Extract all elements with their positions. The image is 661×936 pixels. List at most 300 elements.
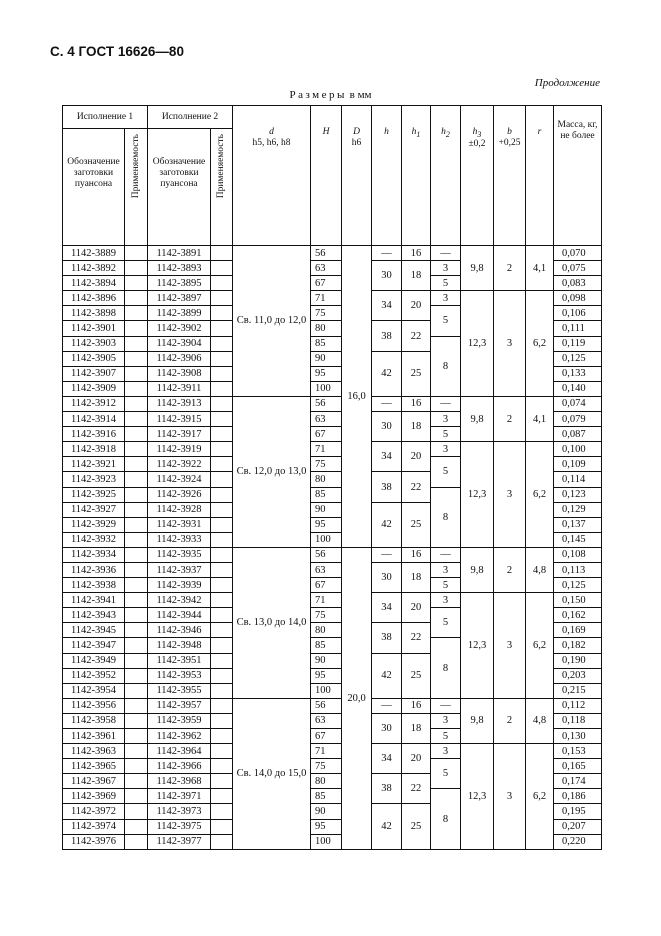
H-cell: 95	[311, 517, 342, 532]
H-cell: 80	[311, 321, 342, 336]
applicability-2-cell	[211, 246, 233, 261]
r-cell: 4,1	[526, 396, 554, 441]
mass-cell: 0,137	[554, 517, 602, 532]
mass-cell: 0,111	[554, 321, 602, 336]
mass-cell: 0,130	[554, 729, 602, 744]
applicability-2-cell	[211, 774, 233, 789]
h1-cell: 16	[402, 246, 431, 261]
applicability-1-cell	[125, 729, 148, 744]
r-cell: 4,1	[526, 246, 554, 291]
h1-cell: 25	[402, 502, 431, 547]
applicability-2-cell	[211, 789, 233, 804]
mass-cell: 0,119	[554, 336, 602, 351]
applicability-1-cell	[125, 653, 148, 668]
designation-2-cell: 1142-3944	[148, 608, 211, 623]
designation-2-cell: 1142-3957	[148, 698, 211, 713]
mass-cell: 0,100	[554, 442, 602, 457]
applicability-2-cell	[211, 668, 233, 683]
H-cell: 85	[311, 789, 342, 804]
designation-1-cell: 1142-3969	[63, 789, 125, 804]
designation-header-2: Обозначение заготовки пуансона	[148, 129, 211, 246]
applicability-2-cell	[211, 472, 233, 487]
h-cell: 34	[372, 744, 402, 774]
D-cell: 16,0	[342, 246, 372, 548]
applicability-1-cell	[125, 351, 148, 366]
applicability-2-cell	[211, 744, 233, 759]
mass-cell: 0,190	[554, 653, 602, 668]
designation-1-cell: 1142-3934	[63, 547, 125, 562]
H-cell: 63	[311, 261, 342, 276]
designation-2-cell: 1142-3975	[148, 819, 211, 834]
designation-1-cell: 1142-3892	[63, 261, 125, 276]
h-header: h	[372, 106, 402, 246]
r-cell: 6,2	[526, 593, 554, 699]
designation-1-cell: 1142-3952	[63, 668, 125, 683]
mass-cell: 0,207	[554, 819, 602, 834]
applicability-1-cell	[125, 683, 148, 698]
h1-cell: 20	[402, 593, 431, 623]
designation-2-cell: 1142-3933	[148, 532, 211, 547]
d-range-cell: Св. 12,0 до 13,0	[233, 396, 311, 547]
H-cell: 67	[311, 578, 342, 593]
H-cell: 80	[311, 472, 342, 487]
r-cell: 4,8	[526, 698, 554, 743]
H-cell: 56	[311, 396, 342, 411]
designation-1-cell: 1142-3956	[63, 698, 125, 713]
applicability-1-cell	[125, 608, 148, 623]
mass-cell: 0,215	[554, 683, 602, 698]
designation-1-cell: 1142-3914	[63, 412, 125, 427]
designation-1-cell: 1142-3925	[63, 487, 125, 502]
H-cell: 71	[311, 442, 342, 457]
h-cell: 30	[372, 412, 402, 442]
h2-cell: 5	[431, 457, 461, 487]
designation-2-cell: 1142-3971	[148, 789, 211, 804]
designation-1-cell: 1142-3961	[63, 729, 125, 744]
designation-2-cell: 1142-3966	[148, 759, 211, 774]
H-cell: 75	[311, 608, 342, 623]
designation-2-cell: 1142-3959	[148, 713, 211, 728]
d-range-cell: Св. 13,0 до 14,0	[233, 547, 311, 698]
mass-cell: 0,133	[554, 366, 602, 381]
h1-cell: 18	[402, 261, 431, 291]
applicability-1-cell	[125, 774, 148, 789]
designation-1-cell: 1142-3909	[63, 381, 125, 396]
designation-1-cell: 1142-3898	[63, 306, 125, 321]
designation-2-cell: 1142-3926	[148, 487, 211, 502]
h1-cell: 22	[402, 774, 431, 804]
designation-1-cell: 1142-3976	[63, 834, 125, 849]
designation-1-cell: 1142-3916	[63, 427, 125, 442]
applicability-1-cell	[125, 381, 148, 396]
mass-cell: 0,109	[554, 457, 602, 472]
table-row	[63, 593, 602, 608]
designation-2-cell: 1142-3904	[148, 336, 211, 351]
designation-2-cell: 1142-3955	[148, 683, 211, 698]
applicability-1-cell	[125, 502, 148, 517]
h1-cell: 22	[402, 623, 431, 653]
h3-cell: 12,3	[461, 442, 494, 548]
H-cell: 75	[311, 306, 342, 321]
mass-header: Масса, кг, не более	[554, 106, 602, 246]
designation-1-cell: 1142-3927	[63, 502, 125, 517]
H-cell: 80	[311, 623, 342, 638]
designation-2-cell: 1142-3895	[148, 276, 211, 291]
h1-header: $h_1$	[402, 106, 431, 246]
designation-2-cell: 1142-3962	[148, 729, 211, 744]
page-header: С. 4 ГОСТ 16626—80	[50, 44, 184, 59]
h1-cell: 16	[402, 396, 431, 411]
mass-cell: 0,220	[554, 834, 602, 849]
h-cell: 38	[372, 774, 402, 804]
h-cell: 42	[372, 804, 402, 849]
designation-1-cell: 1142-3923	[63, 472, 125, 487]
applicability-1-cell	[125, 593, 148, 608]
mass-cell: 0,150	[554, 593, 602, 608]
table-row	[63, 547, 602, 562]
H-cell: 67	[311, 427, 342, 442]
h-cell: 34	[372, 291, 402, 321]
h2-cell: 8	[431, 638, 461, 698]
applicability-2-cell	[211, 562, 233, 577]
r-cell: 4,8	[526, 547, 554, 592]
h-cell: 34	[372, 442, 402, 472]
H-cell: 95	[311, 366, 342, 381]
H-cell: 90	[311, 653, 342, 668]
h3-cell: 9,8	[461, 396, 494, 441]
designation-1-cell: 1142-3921	[63, 457, 125, 472]
b-cell: 2	[494, 547, 526, 592]
h3-cell: 12,3	[461, 291, 494, 397]
h2-cell: 3	[431, 261, 461, 276]
applicability-1-cell	[125, 427, 148, 442]
H-cell: 85	[311, 487, 342, 502]
b-cell: 3	[494, 291, 526, 397]
designation-2-cell: 1142-3906	[148, 351, 211, 366]
h-cell: 42	[372, 653, 402, 698]
h2-cell: 5	[431, 578, 461, 593]
applicability-2-cell	[211, 759, 233, 774]
applicability-header-1: Применяемость	[125, 129, 148, 246]
mass-cell: 0,112	[554, 698, 602, 713]
designation-2-cell: 1142-3942	[148, 593, 211, 608]
designation-2-cell: 1142-3948	[148, 638, 211, 653]
h3-cell: 12,3	[461, 744, 494, 850]
mass-cell: 0,186	[554, 789, 602, 804]
h2-cell: 8	[431, 487, 461, 547]
table-row	[63, 442, 602, 457]
h2-cell: 5	[431, 306, 461, 336]
applicability-2-cell	[211, 729, 233, 744]
H-cell: 71	[311, 744, 342, 759]
h2-cell: 3	[431, 412, 461, 427]
units-prefix: Размеры	[289, 89, 347, 101]
applicability-1-cell	[125, 744, 148, 759]
b-cell: 3	[494, 593, 526, 699]
designation-1-cell: 1142-3954	[63, 683, 125, 698]
H-cell: 90	[311, 351, 342, 366]
applicability-2-cell	[211, 517, 233, 532]
designation-1-cell: 1142-3936	[63, 562, 125, 577]
mass-cell: 0,123	[554, 487, 602, 502]
h2-cell: 5	[431, 276, 461, 291]
applicability-2-cell	[211, 547, 233, 562]
H-cell: 75	[311, 457, 342, 472]
applicability-1-cell	[125, 578, 148, 593]
applicability-2-cell	[211, 396, 233, 411]
mass-cell: 0,083	[554, 276, 602, 291]
applicability-2-cell	[211, 321, 233, 336]
designation-1-cell: 1142-3967	[63, 774, 125, 789]
applicability-2-cell	[211, 351, 233, 366]
applicability-1-cell	[125, 457, 148, 472]
designation-2-cell: 1142-3908	[148, 366, 211, 381]
h3-cell: 9,8	[461, 246, 494, 291]
h3-header: $h_3$ ±0,2	[461, 106, 494, 246]
h2-cell: 5	[431, 608, 461, 638]
D-cell: 20,0	[342, 547, 372, 849]
table-row	[63, 246, 602, 261]
designation-1-cell: 1142-3889	[63, 246, 125, 261]
designation-header-1: Обозначение заготовки пуансона	[63, 129, 125, 246]
designation-1-cell: 1142-3938	[63, 578, 125, 593]
designation-2-cell: 1142-3919	[148, 442, 211, 457]
mass-cell: 0,203	[554, 668, 602, 683]
h-cell: 30	[372, 713, 402, 743]
table-row	[63, 396, 602, 411]
H-cell: 95	[311, 819, 342, 834]
h1-cell: 25	[402, 653, 431, 698]
applicability-1-cell	[125, 547, 148, 562]
table-row	[63, 698, 602, 713]
mass-cell: 0,140	[554, 381, 602, 396]
applicability-2-cell	[211, 306, 233, 321]
h2-cell: —	[431, 246, 461, 261]
designation-2-cell: 1142-3931	[148, 517, 211, 532]
b-cell: 3	[494, 442, 526, 548]
designation-1-cell: 1142-3907	[63, 366, 125, 381]
continuation-label: Продолжение	[534, 77, 600, 89]
mass-cell: 0,079	[554, 412, 602, 427]
h3-cell: 9,8	[461, 547, 494, 592]
h2-cell: 3	[431, 442, 461, 457]
D-header: D h6	[342, 106, 372, 246]
designation-1-cell: 1142-3929	[63, 517, 125, 532]
applicability-2-cell	[211, 487, 233, 502]
designation-1-cell: 1142-3901	[63, 321, 125, 336]
applicability-1-cell	[125, 261, 148, 276]
applicability-header-2: Применяемость	[211, 129, 233, 246]
h2-cell: 3	[431, 291, 461, 306]
applicability-2-cell	[211, 804, 233, 819]
designation-2-cell: 1142-3913	[148, 396, 211, 411]
applicability-2-cell	[211, 683, 233, 698]
designation-1-cell: 1142-3949	[63, 653, 125, 668]
designation-2-cell: 1142-3939	[148, 578, 211, 593]
designation-1-cell: 1142-3958	[63, 713, 125, 728]
applicability-1-cell	[125, 246, 148, 261]
applicability-1-cell	[125, 804, 148, 819]
H-header: H	[311, 106, 342, 246]
mass-cell: 0,125	[554, 578, 602, 593]
designation-1-cell: 1142-3943	[63, 608, 125, 623]
h-cell: 42	[372, 351, 402, 396]
designation-1-cell: 1142-3903	[63, 336, 125, 351]
H-cell: 100	[311, 532, 342, 547]
h2-cell: —	[431, 547, 461, 562]
designation-2-cell: 1142-3935	[148, 547, 211, 562]
h-cell: —	[372, 698, 402, 713]
designation-1-cell: 1142-3972	[63, 804, 125, 819]
h-cell: 30	[372, 562, 402, 592]
h2-header: $h_2$	[431, 106, 461, 246]
applicability-1-cell	[125, 713, 148, 728]
b-cell: 3	[494, 744, 526, 850]
designation-2-cell: 1142-3951	[148, 653, 211, 668]
designation-1-cell: 1142-3932	[63, 532, 125, 547]
applicability-2-cell	[211, 698, 233, 713]
H-cell: 63	[311, 713, 342, 728]
designation-2-cell: 1142-3902	[148, 321, 211, 336]
applicability-2-cell	[211, 366, 233, 381]
applicability-1-cell	[125, 668, 148, 683]
execution2-header: Исполнение 2	[148, 106, 233, 129]
H-cell: 75	[311, 759, 342, 774]
h1-cell: 25	[402, 351, 431, 396]
h-cell: 38	[372, 623, 402, 653]
applicability-1-cell	[125, 698, 148, 713]
designation-1-cell: 1142-3896	[63, 291, 125, 306]
mass-cell: 0,070	[554, 246, 602, 261]
h1-cell: 25	[402, 804, 431, 849]
mass-cell: 0,174	[554, 774, 602, 789]
h3-cell: 9,8	[461, 698, 494, 743]
h1-cell: 16	[402, 547, 431, 562]
applicability-2-cell	[211, 381, 233, 396]
designation-1-cell: 1142-3963	[63, 744, 125, 759]
applicability-1-cell	[125, 759, 148, 774]
mass-cell: 0,182	[554, 638, 602, 653]
h1-cell: 16	[402, 698, 431, 713]
applicability-2-cell	[211, 653, 233, 668]
designation-2-cell: 1142-3899	[148, 306, 211, 321]
designation-1-cell: 1142-3905	[63, 351, 125, 366]
units-caption	[0, 89, 661, 101]
applicability-1-cell	[125, 819, 148, 834]
h2-cell: 8	[431, 336, 461, 396]
H-cell: 100	[311, 683, 342, 698]
H-cell: 63	[311, 562, 342, 577]
designation-2-cell: 1142-3911	[148, 381, 211, 396]
mass-cell: 0,195	[554, 804, 602, 819]
applicability-2-cell	[211, 457, 233, 472]
mass-cell: 0,165	[554, 759, 602, 774]
mass-cell: 0,106	[554, 306, 602, 321]
b-cell: 2	[494, 698, 526, 743]
d-header: d h5, h6, h8	[233, 106, 311, 246]
mass-cell: 0,108	[554, 547, 602, 562]
r-cell: 6,2	[526, 744, 554, 850]
mass-cell: 0,129	[554, 502, 602, 517]
applicability-1-cell	[125, 623, 148, 638]
r-header: r	[526, 106, 554, 246]
designation-2-cell: 1142-3946	[148, 623, 211, 638]
mass-cell: 0,145	[554, 532, 602, 547]
table-row	[63, 744, 602, 759]
applicability-1-cell	[125, 366, 148, 381]
applicability-2-cell	[211, 593, 233, 608]
applicability-1-cell	[125, 487, 148, 502]
applicability-2-cell	[211, 819, 233, 834]
applicability-2-cell	[211, 412, 233, 427]
H-cell: 85	[311, 638, 342, 653]
mass-cell: 0,087	[554, 427, 602, 442]
designation-2-cell: 1142-3922	[148, 457, 211, 472]
h2-cell: 3	[431, 593, 461, 608]
designation-1-cell: 1142-3965	[63, 759, 125, 774]
mass-cell: 0,114	[554, 472, 602, 487]
applicability-2-cell	[211, 532, 233, 547]
b-cell: 2	[494, 396, 526, 441]
applicability-2-cell	[211, 291, 233, 306]
H-cell: 100	[311, 381, 342, 396]
applicability-1-cell	[125, 834, 148, 849]
mass-cell: 0,162	[554, 608, 602, 623]
h1-cell: 22	[402, 472, 431, 502]
designation-1-cell: 1142-3945	[63, 623, 125, 638]
applicability-2-cell	[211, 608, 233, 623]
h3-cell: 12,3	[461, 593, 494, 699]
applicability-2-cell	[211, 638, 233, 653]
H-cell: 90	[311, 502, 342, 517]
d-range-cell: Св. 11,0 до 12,0	[233, 246, 311, 397]
H-cell: 85	[311, 336, 342, 351]
H-cell: 71	[311, 593, 342, 608]
applicability-2-cell	[211, 276, 233, 291]
applicability-2-cell	[211, 623, 233, 638]
H-cell: 63	[311, 412, 342, 427]
designation-2-cell: 1142-3917	[148, 427, 211, 442]
applicability-2-cell	[211, 442, 233, 457]
applicability-2-cell	[211, 261, 233, 276]
designation-2-cell: 1142-3928	[148, 502, 211, 517]
H-cell: 67	[311, 729, 342, 744]
h-cell: —	[372, 547, 402, 562]
designation-2-cell: 1142-3915	[148, 412, 211, 427]
mass-cell: 0,074	[554, 396, 602, 411]
mass-cell: 0,118	[554, 713, 602, 728]
designation-1-cell: 1142-3941	[63, 593, 125, 608]
r-cell: 6,2	[526, 442, 554, 548]
applicability-1-cell	[125, 532, 148, 547]
h1-cell: 22	[402, 321, 431, 351]
h1-cell: 18	[402, 412, 431, 442]
H-cell: 56	[311, 698, 342, 713]
applicability-1-cell	[125, 472, 148, 487]
designation-2-cell: 1142-3953	[148, 668, 211, 683]
designation-2-cell: 1142-3897	[148, 291, 211, 306]
r-cell: 6,2	[526, 291, 554, 397]
H-cell: 71	[311, 291, 342, 306]
designation-2-cell: 1142-3973	[148, 804, 211, 819]
h2-cell: 5	[431, 729, 461, 744]
table-row	[63, 291, 602, 306]
d-range-cell: Св. 14,0 до 15,0	[233, 698, 311, 849]
h-cell: 34	[372, 593, 402, 623]
dimensions-table	[62, 105, 602, 850]
designation-1-cell: 1142-3974	[63, 819, 125, 834]
h1-cell: 18	[402, 713, 431, 743]
